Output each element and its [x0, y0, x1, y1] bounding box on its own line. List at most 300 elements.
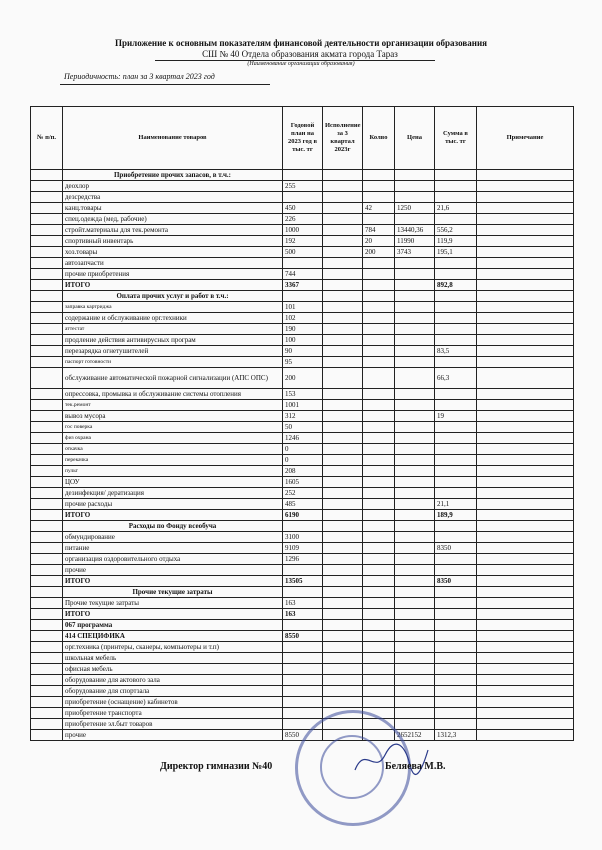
cell-note [477, 236, 574, 247]
cell-price [395, 466, 435, 477]
cell-exec [323, 214, 363, 225]
cell-note [477, 708, 574, 719]
cell-sum [435, 302, 477, 313]
cell-exec [323, 554, 363, 565]
cell-exec [323, 411, 363, 422]
table-row [31, 686, 574, 697]
cell-price [395, 389, 435, 400]
cell-name: паспорт готовности [63, 357, 283, 368]
cell-num [31, 708, 63, 719]
cell-note [477, 258, 574, 269]
cell-qty [363, 192, 395, 203]
cell-plan [283, 642, 323, 653]
cell-qty [363, 675, 395, 686]
total-row [31, 510, 574, 521]
cell-plan: 1001 [283, 400, 323, 411]
table-row [31, 499, 574, 510]
cell-price [395, 433, 435, 444]
cell-qty [363, 532, 395, 543]
cell-price: 2652152 [395, 730, 435, 741]
cell-qty [363, 565, 395, 576]
cell-name: вывоз мусора [63, 411, 283, 422]
cell-exec [323, 609, 363, 620]
cell-note [477, 280, 574, 291]
cell-name: автозапчасти [63, 258, 283, 269]
cell-num [31, 422, 63, 433]
cell-price [395, 565, 435, 576]
cell-num [31, 587, 63, 598]
cell-sum: 19 [435, 411, 477, 422]
cell-sum [435, 192, 477, 203]
director-name: Беляева М.В. [385, 761, 446, 772]
cell-name: перезарядка огнетушителей [63, 346, 283, 357]
cell-qty [363, 280, 395, 291]
total-row [31, 609, 574, 620]
cell-sum [435, 269, 477, 280]
cell-sum [435, 181, 477, 192]
cell-price: 3743 [395, 247, 435, 258]
total-row [31, 280, 574, 291]
cell-num [31, 532, 63, 543]
cell-name: продление действия антивирусных програм [63, 335, 283, 346]
cell-num [31, 455, 63, 466]
cell-sum [435, 719, 477, 730]
cell-exec [323, 455, 363, 466]
cell-sum [435, 554, 477, 565]
cell-note [477, 192, 574, 203]
cell-exec [323, 335, 363, 346]
cell-sum [435, 170, 477, 181]
cell-plan: 1605 [283, 477, 323, 488]
cell-sum: 119,9 [435, 236, 477, 247]
cell-note [477, 686, 574, 697]
cell-note [477, 620, 574, 631]
cell-exec [323, 675, 363, 686]
cell-sum [435, 433, 477, 444]
cell-sum [435, 313, 477, 324]
cell-num [31, 258, 63, 269]
table-row [31, 675, 574, 686]
cell-sum [435, 488, 477, 499]
cell-name: офисная мебель [63, 664, 283, 675]
cell-exec [323, 422, 363, 433]
table-row [31, 664, 574, 675]
cell-sum [435, 642, 477, 653]
cell-exec [323, 642, 363, 653]
cell-plan [283, 686, 323, 697]
cell-qty [363, 576, 395, 587]
cell-sum [435, 708, 477, 719]
table-row [31, 335, 574, 346]
cell-exec [323, 181, 363, 192]
col-header-price: Цена [395, 107, 435, 170]
table-row [31, 554, 574, 565]
cell-plan: 0 [283, 455, 323, 466]
cell-plan: 8550 [283, 730, 323, 741]
cell-price [395, 631, 435, 642]
cell-plan: 485 [283, 499, 323, 510]
period-label: Периодичность: [64, 72, 121, 81]
cell-sum [435, 609, 477, 620]
cell-sum: 195,1 [435, 247, 477, 258]
cell-exec [323, 686, 363, 697]
table-row [31, 598, 574, 609]
cell-name: питание [63, 543, 283, 554]
cell-price [395, 291, 435, 302]
cell-price [395, 192, 435, 203]
cell-plan: 450 [283, 203, 323, 214]
cell-exec [323, 598, 363, 609]
cell-note [477, 587, 574, 598]
cell-exec [323, 532, 363, 543]
cell-exec [323, 433, 363, 444]
cell-qty [363, 346, 395, 357]
cell-name: орг.техника (принтеры, сканеры, компьютеры и т.п) [63, 642, 283, 653]
cell-exec [323, 368, 363, 389]
cell-qty [363, 598, 395, 609]
cell-price [395, 346, 435, 357]
cell-note [477, 203, 574, 214]
cell-num [31, 192, 63, 203]
cell-num [31, 313, 63, 324]
cell-sum [435, 631, 477, 642]
cell-qty [363, 181, 395, 192]
table-body [31, 170, 574, 741]
table-row [31, 642, 574, 653]
cell-plan: 100 [283, 335, 323, 346]
cell-price [395, 697, 435, 708]
cell-name: спец.одежда (мед, рабочие) [63, 214, 283, 225]
table-row [31, 422, 574, 433]
cell-num [31, 686, 63, 697]
cell-qty [363, 697, 395, 708]
cell-name: ИТОГО [63, 576, 283, 587]
cell-price [395, 708, 435, 719]
cell-note [477, 357, 574, 368]
period-value: план за 3 квартал 2023 год [122, 72, 215, 81]
cell-note [477, 730, 574, 741]
cell-num [31, 543, 63, 554]
cell-qty: 20 [363, 236, 395, 247]
cell-sum: 1312,3 [435, 730, 477, 741]
cell-price [395, 368, 435, 389]
cell-name: канц.товары [63, 203, 283, 214]
cell-num [31, 554, 63, 565]
cell-num [31, 181, 63, 192]
director-title: Директор гимназии №40 [160, 761, 273, 772]
cell-qty [363, 631, 395, 642]
cell-exec [323, 291, 363, 302]
cell-name: обмундирование [63, 532, 283, 543]
cell-name: Прочие текущие затраты [63, 587, 283, 598]
cell-name: деохлор [63, 181, 283, 192]
cell-sum [435, 466, 477, 477]
total-row [31, 576, 574, 587]
cell-price [395, 719, 435, 730]
table-row [31, 620, 574, 631]
organization-name: СШ № 40 Отдела образования акмата города Тараз [202, 49, 398, 59]
cell-sum: 21,1 [435, 499, 477, 510]
cell-exec [323, 280, 363, 291]
cell-plan: 208 [283, 466, 323, 477]
cell-qty [363, 302, 395, 313]
cell-num [31, 214, 63, 225]
cell-price [395, 576, 435, 587]
cell-qty [363, 368, 395, 389]
cell-name: обслуживание автоматической пожарной сигнализации (АПС ОПС) [63, 368, 283, 389]
col-header-plan: Годовой план на 2023 год в тыс. тг [283, 107, 323, 170]
cell-note [477, 422, 574, 433]
cell-name: 414 СПЕЦИФИКА [63, 631, 283, 642]
cell-price [395, 587, 435, 598]
cell-price [395, 280, 435, 291]
cell-plan: 744 [283, 269, 323, 280]
cell-note [477, 697, 574, 708]
cell-price [395, 357, 435, 368]
cell-exec [323, 477, 363, 488]
table-row [31, 653, 574, 664]
cell-price: 1250 [395, 203, 435, 214]
cell-qty [363, 587, 395, 598]
table-row [31, 477, 574, 488]
cell-exec [323, 565, 363, 576]
cell-note [477, 389, 574, 400]
cell-plan: 190 [283, 324, 323, 335]
cell-sum [435, 565, 477, 576]
period-line [64, 72, 215, 81]
cell-exec [323, 664, 363, 675]
cell-qty [363, 214, 395, 225]
table-row [31, 258, 574, 269]
cell-plan: 153 [283, 389, 323, 400]
document-title: Приложение к основным показателям финансовой деятельности организации образования [114, 38, 487, 48]
table-row [31, 203, 574, 214]
cell-qty [363, 620, 395, 631]
cell-note [477, 181, 574, 192]
cell-note [477, 532, 574, 543]
cell-note [477, 302, 574, 313]
cell-name: школьная мебель [63, 653, 283, 664]
cell-price [395, 521, 435, 532]
cell-name: прочие [63, 730, 283, 741]
cell-name: оборудование для спортзала [63, 686, 283, 697]
cell-name: стройт.материалы для тек.ремонта [63, 225, 283, 236]
cell-note [477, 335, 574, 346]
cell-name: пульт [63, 466, 283, 477]
cell-price [395, 675, 435, 686]
cell-exec [323, 170, 363, 181]
cell-qty [363, 686, 395, 697]
cell-num [31, 521, 63, 532]
table-row [31, 302, 574, 313]
cell-name: откачка [63, 444, 283, 455]
cell-sum [435, 664, 477, 675]
cell-price [395, 335, 435, 346]
cell-qty [363, 477, 395, 488]
table-row [31, 631, 574, 642]
cell-note [477, 664, 574, 675]
cell-sum [435, 291, 477, 302]
cell-qty [363, 609, 395, 620]
cell-note [477, 543, 574, 554]
cell-note [477, 324, 574, 335]
cell-num [31, 664, 63, 675]
cell-plan: 9109 [283, 543, 323, 554]
cell-name: аттестат [63, 324, 283, 335]
cell-name: ИТОГО [63, 609, 283, 620]
cell-plan [283, 565, 323, 576]
cell-plan: 13505 [283, 576, 323, 587]
cell-plan: 192 [283, 236, 323, 247]
cell-note [477, 400, 574, 411]
cell-price [395, 543, 435, 554]
table-row [31, 368, 574, 389]
cell-num [31, 411, 63, 422]
cell-sum [435, 620, 477, 631]
cell-qty [363, 455, 395, 466]
cell-num [31, 675, 63, 686]
table-row [31, 313, 574, 324]
cell-price [395, 488, 435, 499]
cell-plan [283, 664, 323, 675]
cell-price [395, 510, 435, 521]
cell-note [477, 433, 574, 444]
cell-num [31, 302, 63, 313]
cell-name: приобретение эл.быт товаров [63, 719, 283, 730]
cell-sum [435, 324, 477, 335]
cell-sum [435, 335, 477, 346]
cell-note [477, 214, 574, 225]
cell-plan: 1296 [283, 554, 323, 565]
table-row [31, 466, 574, 477]
cell-qty [363, 488, 395, 499]
cell-exec [323, 587, 363, 598]
cell-plan [283, 708, 323, 719]
cell-note [477, 719, 574, 730]
organization-caption: (Наименование организации образования) [247, 61, 355, 67]
cell-plan: 312 [283, 411, 323, 422]
cell-plan: 90 [283, 346, 323, 357]
cell-num [31, 730, 63, 741]
cell-note [477, 313, 574, 324]
cell-qty [363, 335, 395, 346]
cell-plan: 1000 [283, 225, 323, 236]
cell-qty [363, 521, 395, 532]
cell-note [477, 642, 574, 653]
cell-plan [283, 587, 323, 598]
cell-num [31, 576, 63, 587]
signature [350, 740, 430, 780]
col-header-name: Наименование товаров [63, 107, 283, 170]
budget-table [30, 106, 574, 741]
cell-qty: 42 [363, 203, 395, 214]
cell-note [477, 444, 574, 455]
cell-num [31, 642, 63, 653]
table-row [31, 433, 574, 444]
cell-exec [323, 631, 363, 642]
cell-name: дезсредства [63, 192, 283, 203]
cell-sum [435, 598, 477, 609]
cell-name: 067 программа [63, 620, 283, 631]
col-header-qty: Колво [363, 107, 395, 170]
cell-qty [363, 554, 395, 565]
cell-exec [323, 236, 363, 247]
col-header-note: Примечание [477, 107, 574, 170]
cell-plan: 102 [283, 313, 323, 324]
table-row [31, 236, 574, 247]
cell-exec [323, 488, 363, 499]
cell-num [31, 631, 63, 642]
cell-qty [363, 400, 395, 411]
cell-qty [363, 642, 395, 653]
cell-name: ИТОГО [63, 510, 283, 521]
cell-name: прочие приобретения [63, 269, 283, 280]
cell-sum [435, 422, 477, 433]
cell-note [477, 521, 574, 532]
cell-qty [363, 433, 395, 444]
cell-price [395, 477, 435, 488]
cell-exec [323, 466, 363, 477]
cell-sum: 8350 [435, 576, 477, 587]
table-row [31, 400, 574, 411]
cell-qty [363, 653, 395, 664]
cell-plan: 3100 [283, 532, 323, 543]
cell-note [477, 609, 574, 620]
cell-exec [323, 510, 363, 521]
cell-num [31, 236, 63, 247]
cell-num [31, 609, 63, 620]
cell-qty [363, 444, 395, 455]
cell-exec [323, 357, 363, 368]
cell-plan [283, 697, 323, 708]
cell-sum [435, 258, 477, 269]
cell-note [477, 510, 574, 521]
cell-num [31, 565, 63, 576]
cell-exec [323, 346, 363, 357]
cell-note [477, 477, 574, 488]
cell-name: оборудование для актового зала [63, 675, 283, 686]
cell-price [395, 653, 435, 664]
cell-sum [435, 400, 477, 411]
table-row [31, 488, 574, 499]
cell-sum: 189,9 [435, 510, 477, 521]
cell-qty [363, 422, 395, 433]
cell-note [477, 488, 574, 499]
cell-plan: 6190 [283, 510, 323, 521]
cell-note [477, 368, 574, 389]
cell-plan: 0 [283, 444, 323, 455]
cell-note [477, 346, 574, 357]
cell-qty [363, 389, 395, 400]
cell-qty [363, 510, 395, 521]
cell-price [395, 554, 435, 565]
cell-exec [323, 521, 363, 532]
cell-plan [283, 675, 323, 686]
cell-price [395, 411, 435, 422]
cell-plan: 50 [283, 422, 323, 433]
cell-name: прочие [63, 565, 283, 576]
cell-sum [435, 532, 477, 543]
cell-note [477, 554, 574, 565]
cell-plan [283, 521, 323, 532]
cell-qty [363, 258, 395, 269]
cell-qty: 200 [363, 247, 395, 258]
cell-qty [363, 170, 395, 181]
section-row [31, 521, 574, 532]
table-row [31, 389, 574, 400]
cell-exec [323, 444, 363, 455]
cell-name: гос поверка [63, 422, 283, 433]
